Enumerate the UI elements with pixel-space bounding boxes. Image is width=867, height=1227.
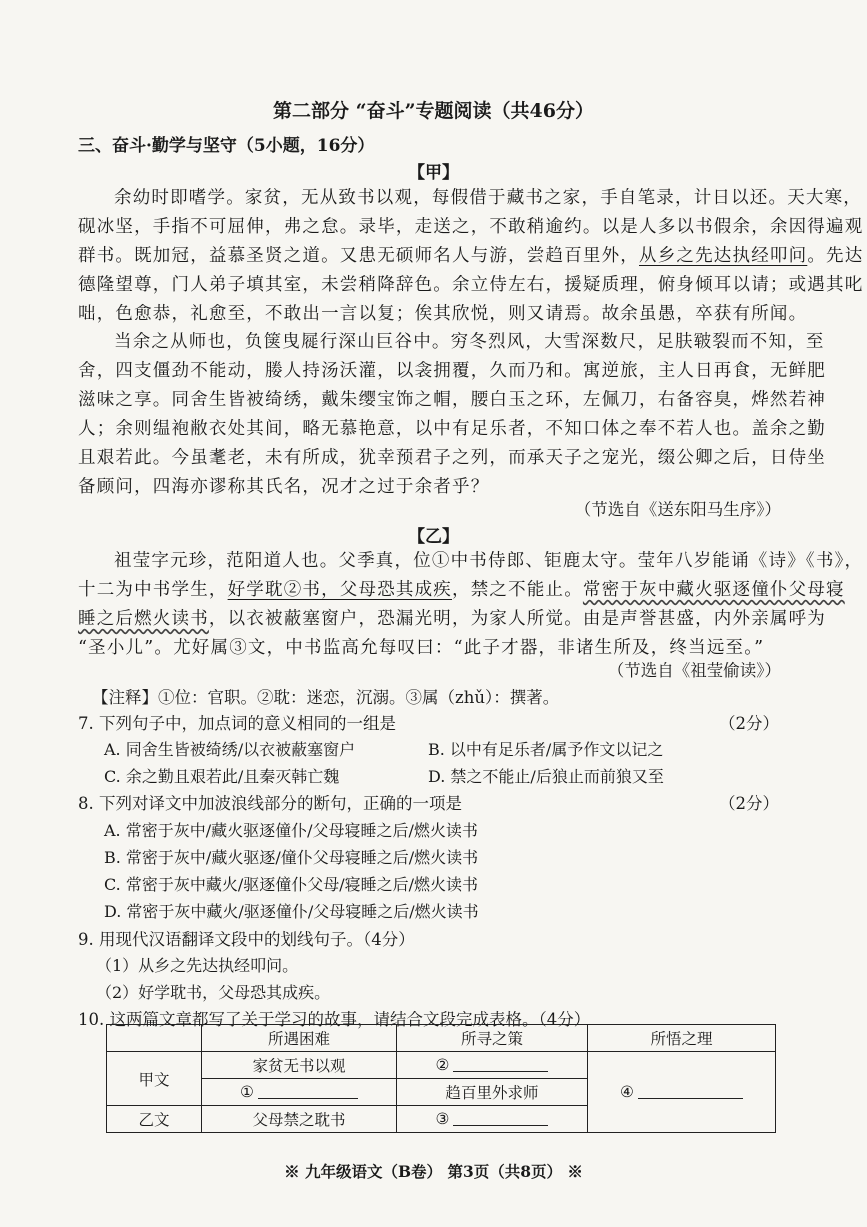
row-label-jia: 甲文 bbox=[107, 1052, 202, 1106]
q9-item-2: （2）好学耽书，父母恐其成疾。 bbox=[96, 983, 331, 1002]
answer-blank-3[interactable] bbox=[453, 1111, 548, 1126]
table-header-corner bbox=[107, 1025, 202, 1052]
passage-yi-line: 祖莹字元珍，范阳道人也。父季真，位①中书侍郎、钜鹿太守。莹年八岁能诵《诗》《书》， bbox=[114, 551, 864, 571]
passage-jia-line: 当余之从师也，负箧曳屣行深山巨谷中。穷冬烈风，大雪深数尺，足肤皲裂而不知，至 bbox=[114, 332, 825, 352]
q8-points: （2分） bbox=[719, 794, 779, 813]
cell-jia-difficulty-2[interactable]: ① bbox=[202, 1079, 397, 1106]
q8-option-d[interactable]: D. 常密于灰中藏火/驱逐僮仆/父母寝睡之后/燃火读书 bbox=[104, 902, 479, 921]
passage-yi-source: （节选自《祖莹偷读》） bbox=[607, 661, 781, 680]
section-heading: 三、奋斗·勤学与坚守（5小题，16分） bbox=[78, 136, 375, 156]
q7-option-c[interactable]: C. 余之勤且艰若此/且秦灭韩亡魏 bbox=[104, 767, 340, 786]
cell-jia-strategy-2: 趋百里外求师 bbox=[397, 1079, 588, 1106]
passage-jia-line: 且艰若此。今虽耄老，未有所成，犹幸预君子之列，而承天子之宠光，缀公卿之后，日侍坐 bbox=[78, 448, 826, 468]
q7-option-b[interactable]: B. 以中有足乐者/属予作文以记之 bbox=[428, 740, 664, 759]
cell-jia-strategy-1[interactable]: ② bbox=[397, 1052, 588, 1079]
passage-jia-line: 砚冰坚，手指不可屈伸，弗之怠。录毕，走送之，不敢稍逾约。以是人多以书假余，余因得遍观 bbox=[78, 217, 864, 237]
passage-jia-line: 舍，四支僵劲不能动，媵人持汤沃灌，以衾拥覆，久而乃和。寓逆旅，主人日再食，无鲜肥 bbox=[78, 361, 826, 381]
passage-jia-mark: 【甲】 bbox=[408, 163, 459, 183]
q7-points: （2分） bbox=[719, 714, 779, 733]
q8-option-c[interactable]: C. 常密于灰中藏火/驱逐僮仆父母/寝睡之后/燃火读书 bbox=[104, 875, 479, 894]
passage-jia-source: （节选自《送东阳马生序》） bbox=[574, 500, 781, 519]
table-row bbox=[107, 1052, 776, 1079]
q9-stem: 9. 用现代汉语翻译文段中的划线句子。（4分） bbox=[78, 930, 415, 949]
table-header-difficulty: 所遇困难 bbox=[202, 1025, 397, 1052]
q9-item-1: （1）从乡之先达执经叩问。 bbox=[96, 956, 299, 975]
passage-jia-line-underlined bbox=[78, 242, 864, 267]
passage-yi-line: “圣小儿”。尤好属③文，中书监高允每叹曰：“此子才器，非诸生所及，终当远至。” bbox=[78, 638, 765, 658]
cell-lesson[interactable]: ④ bbox=[588, 1052, 776, 1133]
q10-stem: 10. 这两篇文章都写了关于学习的故事，请结合文段完成表格。（4分） bbox=[78, 1010, 591, 1029]
notes: 【注释】①位：官职。②耽：迷恋，沉溺。③属（zhǔ）：撰著。 bbox=[92, 688, 560, 707]
wavy-sentence: 常密于灰中藏火驱逐僮仆父母寝 bbox=[582, 580, 845, 600]
q7-option-d[interactable]: D. 禁之不能止/后狼止而前狼又至 bbox=[428, 767, 664, 786]
row-label-yi: 乙文 bbox=[107, 1106, 202, 1133]
cell-jia-difficulty-1: 家贫无书以观 bbox=[202, 1052, 397, 1079]
table-header-strategy: 所寻之策 bbox=[397, 1025, 588, 1052]
passage-yi-line-2: 十二为中书学生，好学耽②书，父母恐其成疾，禁之不能止。常密于灰中藏火驱逐僮仆父母寝 bbox=[78, 580, 845, 600]
passage-jia-line: 滋味之享。同舍生皆被绮绣，戴朱缨宝饰之帽，腰白玉之环，左佩刀，右备容臭，烨然若神 bbox=[78, 390, 826, 410]
cell-yi-difficulty: 父母禁之耽书 bbox=[202, 1106, 397, 1133]
q7-option-a[interactable]: A. 同舍生皆被绮绣/以衣被蔽塞窗户 bbox=[104, 740, 356, 759]
passage-jia-line: 德隆望尊，门人弟子填其室，未尝稍降辞色。余立侍左右，援疑质理，俯身倾耳以请；或遇其叱 bbox=[78, 275, 864, 295]
table-header-row bbox=[107, 1025, 776, 1052]
answer-blank-2[interactable] bbox=[453, 1057, 548, 1072]
passage-yi-mark: 【乙】 bbox=[408, 527, 459, 547]
passage-jia-line-prefix: 群书。既加冠，益慕圣贤之道。又患无硕师名人与游，尝趋百里外， bbox=[78, 246, 639, 266]
underlined-sentence-1: 从乡之先达执经叩问 bbox=[639, 246, 808, 266]
answer-blank-4[interactable] bbox=[638, 1084, 743, 1099]
passage-jia-line: 余幼时即嗜学。家贫，无从致书以观，每假借于藏书之家，手自笔录，计日以还。天大寒， bbox=[114, 188, 862, 208]
cell-yi-strategy[interactable]: ③ bbox=[397, 1106, 588, 1133]
q7-stem: 7. 下列句子中，加点词的意义相同的一组是 bbox=[78, 714, 396, 733]
table-header-lesson: 所悟之理 bbox=[588, 1025, 776, 1052]
q8-option-b[interactable]: B. 常密于灰中/藏火驱逐/僮仆父母寝睡之后/燃火读书 bbox=[104, 848, 479, 867]
q8-stem: 8. 下列对译文中加波浪线部分的断句，正确的一项是 bbox=[78, 794, 462, 813]
passage-jia-line-suffix: 。先达 bbox=[807, 246, 864, 266]
q10-table bbox=[106, 1024, 776, 1133]
underlined-sentence-2: 好学耽②书，父母恐其成疾 bbox=[227, 580, 453, 600]
passage-jia-line: 咄，色愈恭，礼愈至，不敢出一言以复；俟其欣悦，则又请焉。故余虽愚，卒获有所闻。 bbox=[78, 304, 808, 324]
passage-jia-line: 备顾问，四海亦谬称其氏名，况才之过于余者乎？ bbox=[78, 477, 490, 497]
page-footer: ※ 九年级语文（B卷） 第3页（共8页） ※ bbox=[284, 1162, 583, 1181]
answer-blank-1[interactable] bbox=[258, 1084, 358, 1099]
passage-yi-line-3: 睡之后燃火读书，以衣被蔽塞窗户，恐漏光明，为家人所觉。由是声誉甚盛，内外亲属呼为 bbox=[78, 609, 827, 629]
part-title: 第二部分 “奋斗”专题阅读（共46分） bbox=[273, 100, 594, 122]
passage-jia-line: 人；余则缊袍敝衣处其间，略无慕艳意，以中有足乐者，不知口体之奉不若人也。盖余之勤 bbox=[78, 419, 826, 439]
q8-option-a[interactable]: A. 常密于灰中/藏火驱逐僮仆/父母寝睡之后/燃火读书 bbox=[104, 821, 478, 840]
